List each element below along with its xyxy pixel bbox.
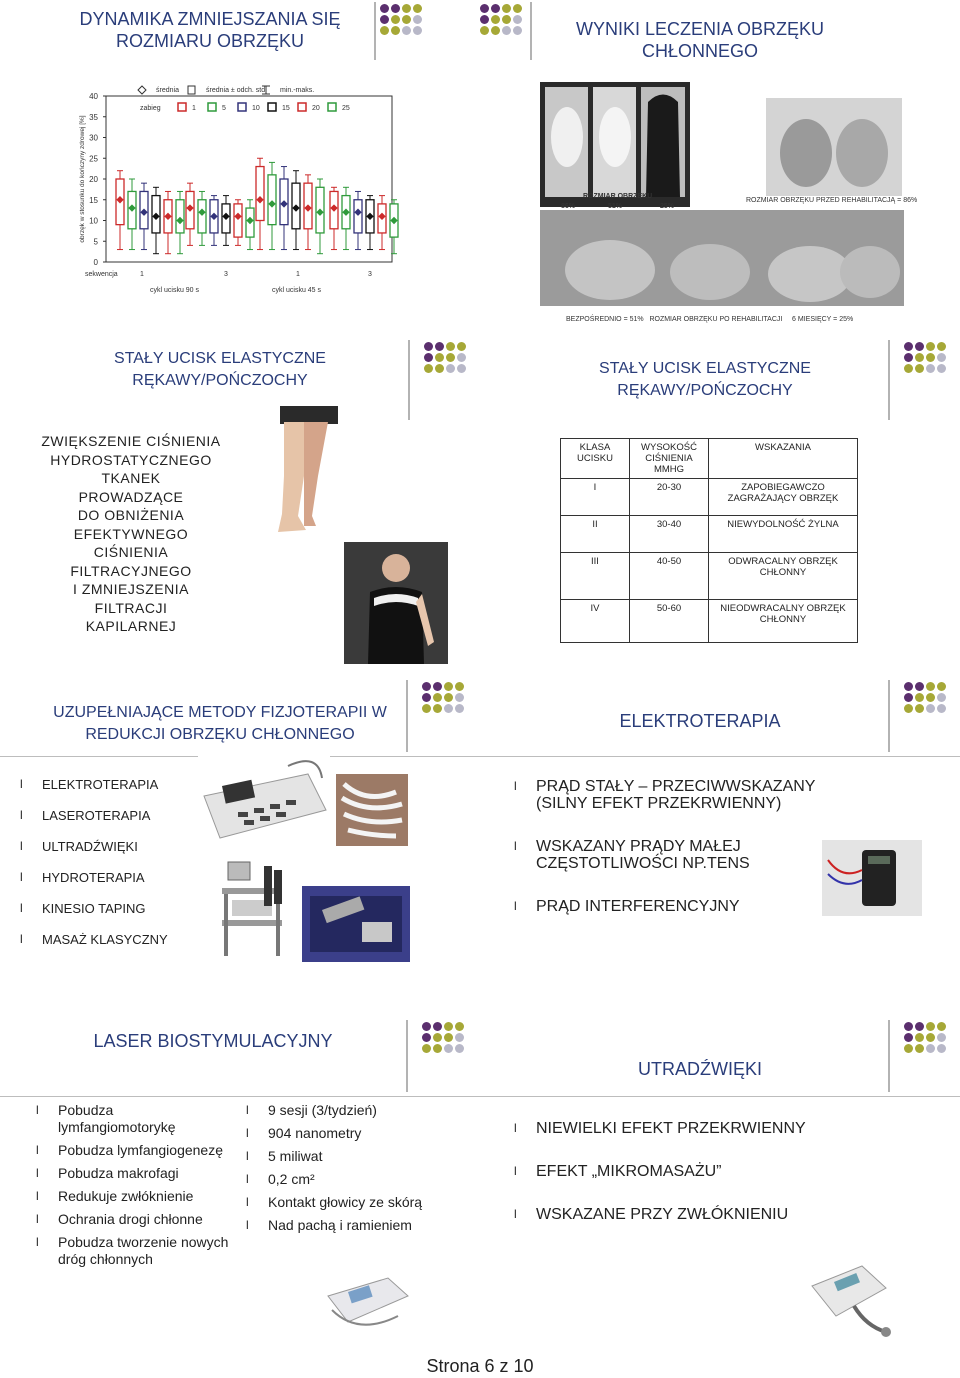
- decorative-dots: [904, 682, 948, 713]
- dot: [926, 704, 935, 713]
- list-item: l 9 sesji (3/tydzień): [246, 1102, 446, 1119]
- dot: [444, 682, 453, 691]
- dot: [915, 1022, 924, 1031]
- description-line: DO OBNIŻENIA: [77, 507, 185, 523]
- x-tick-label: 1: [140, 271, 144, 278]
- list-item: l KINESIO TAPING: [20, 900, 210, 917]
- y-tick-label: 0: [93, 258, 98, 267]
- list-item: l Kontakt głowicy ze skórą: [246, 1194, 446, 1211]
- legend-swatch: [298, 103, 306, 111]
- legend-label: min.-maks.: [280, 87, 315, 94]
- y-tick-label: 35: [89, 112, 98, 122]
- cell-wskazania: NIEWYDOLNOŚĆ ŻYLNA: [709, 516, 858, 553]
- list-item: l Pobudza tworzenie nowych dróg chłonnych: [36, 1234, 232, 1268]
- dot: [402, 15, 411, 24]
- dot: [455, 1033, 464, 1042]
- list-item: l Nad pachą i ramieniem: [246, 1217, 446, 1234]
- slide-dynamika: [0, 0, 480, 330]
- dot: [422, 1022, 431, 1031]
- list-item: l HYDROTERAPIA: [20, 869, 210, 886]
- table-header-row: [561, 439, 858, 479]
- table-row: [561, 553, 858, 600]
- cell-wskazania: NIEODWRACALNY OBRZĘK CHŁONNY: [709, 600, 858, 643]
- photo-electrotherapy-device: [198, 756, 330, 852]
- dot: [413, 15, 422, 24]
- slide-ultradzwieki: [480, 1018, 960, 1348]
- dot: [380, 15, 389, 24]
- dot: [433, 704, 442, 713]
- legend-swatch: [238, 103, 246, 111]
- dot: [904, 353, 913, 362]
- description-line: TKANEK: [101, 470, 161, 486]
- decorative-dots: [422, 1022, 466, 1053]
- cell-cisnienie: 20-30: [630, 479, 709, 516]
- list-item: l 0,2 cm²: [246, 1171, 446, 1188]
- photo-swollen-hands: [766, 98, 902, 196]
- decorative-dots: [904, 342, 948, 373]
- pct-before: 86%: [561, 203, 576, 210]
- legend-label: średnia ± odch. std.: [206, 87, 268, 94]
- dot: [926, 693, 935, 702]
- divider: [406, 1020, 408, 1092]
- laser-params-list: [246, 1102, 446, 1240]
- list-item: l Redukuje zwłóknienie: [36, 1188, 232, 1205]
- photo-laser-case: [302, 886, 410, 962]
- list-item: l WSKAZANY PRĄDY MAŁEJ CZĘSTOTLIWOŚCI NP.TENS: [514, 838, 854, 872]
- header-wskazania: WSKAZANIA: [709, 439, 858, 479]
- dot: [433, 1022, 442, 1031]
- dot: [422, 1044, 431, 1053]
- dot: [422, 704, 431, 713]
- dot: [915, 342, 924, 351]
- list-item: l 904 nanometry: [246, 1125, 446, 1142]
- slide-uzupelniajace: [0, 678, 480, 1008]
- y-tick-label: 5: [93, 237, 98, 247]
- dot: [904, 682, 913, 691]
- list-item: l PRĄD STAŁY – PRZECIWWSKAZANY (SILNY EFEKT PRZEKRWIENNY): [514, 778, 854, 812]
- box: [234, 204, 242, 237]
- dot: [435, 342, 444, 351]
- dot: [926, 353, 935, 362]
- legend-swatch: [178, 103, 186, 111]
- dot: [926, 342, 935, 351]
- legend-value: 10: [252, 105, 260, 112]
- slide-title: WYNIKI LECZENIA OBRZĘKU CHŁONNEGO: [575, 19, 825, 61]
- cell-cisnienie: 50-60: [630, 600, 709, 643]
- header-klasa: KLASA UCISKU: [561, 439, 630, 479]
- list-item: l ULTRADŹWIĘKI: [20, 838, 210, 855]
- dot: [444, 693, 453, 702]
- dot: [391, 15, 400, 24]
- table-row: [561, 516, 858, 553]
- cell-klasa: II: [561, 516, 630, 553]
- dot: [926, 1022, 935, 1031]
- box: [354, 200, 362, 233]
- list-item: l EFEKT „MIKROMASAŻU”: [514, 1163, 894, 1180]
- divider: [888, 1020, 890, 1092]
- dot: [904, 1044, 913, 1053]
- decorative-dots: [480, 4, 524, 35]
- slide-staly-ucisk-1: [0, 338, 480, 668]
- list-item: l Pobudza makrofagi: [36, 1165, 232, 1182]
- dot: [915, 704, 924, 713]
- divider: [406, 680, 408, 752]
- box: [198, 200, 206, 233]
- legend-value: 15: [282, 105, 290, 112]
- dot: [444, 704, 453, 713]
- list-item: l 5 miliwat: [246, 1148, 446, 1165]
- description-line: I ZMNIEJSZENIA: [73, 581, 189, 597]
- slide-title: LASER BIOSTYMULACYJNY: [93, 1031, 333, 1051]
- divider: [374, 2, 376, 60]
- dot: [455, 682, 464, 691]
- box: [256, 167, 264, 221]
- dot: [433, 1044, 442, 1053]
- decorative-dots: [424, 342, 468, 373]
- header-wysokosc: WYSOKOŚĆ CIŚNIENIA MMHG: [630, 439, 709, 479]
- dot: [480, 15, 489, 24]
- slide-title: UZUPEŁNIAJĄCE METODY FIZJOTERAPII W REDUKCJI OBRZĘKU CHŁONNEGO: [53, 704, 387, 743]
- dot: [457, 353, 466, 362]
- caption-after: BEZPOŚREDNIO = 51% ROZMIAR OBRZĘKU PO REHABILITACJI 6 MIESIĘCY = 25%: [566, 316, 854, 323]
- decorative-dots: [904, 1022, 948, 1053]
- dot: [937, 353, 946, 362]
- dot: [413, 4, 422, 13]
- methods-list: [20, 776, 210, 962]
- slide-wyniki: [480, 0, 960, 330]
- y-tick-label: 30: [89, 133, 98, 143]
- dot: [904, 364, 913, 373]
- list-item: l ELEKTROTERAPIA: [20, 776, 210, 793]
- photo-laser-cart: [214, 860, 294, 962]
- description-line: FILTRACJI: [94, 599, 168, 616]
- dot: [422, 693, 431, 702]
- list-item: l WSKAZANE PRZY ZWŁÓKNIENIU: [514, 1206, 894, 1223]
- dot: [446, 342, 455, 351]
- dot: [435, 364, 444, 373]
- dot: [937, 342, 946, 351]
- slide-elektroterapia: [480, 678, 960, 1008]
- dot: [380, 4, 389, 13]
- boxplot-chart: [0, 72, 470, 332]
- box: [268, 175, 276, 225]
- legend-value: 20: [312, 105, 320, 112]
- description-line: KAPILARNEJ: [85, 618, 177, 634]
- slide-title: UTRADŹWIĘKI: [638, 1059, 762, 1079]
- laser-effects-list: [36, 1102, 232, 1274]
- dot: [457, 342, 466, 351]
- dot: [937, 693, 946, 702]
- rozmiar-label: ROZMIAR OBRZĘKU: [583, 193, 653, 200]
- dot: [455, 704, 464, 713]
- dot: [480, 4, 489, 13]
- photo-kinesio-taping: [336, 774, 408, 846]
- x-label-sekwencja: sekwencja: [85, 271, 118, 278]
- dot: [926, 1033, 935, 1042]
- dot: [444, 1033, 453, 1042]
- dot: [904, 693, 913, 702]
- y-tick-label: 20: [89, 175, 98, 184]
- dot: [937, 704, 946, 713]
- dot: [480, 26, 489, 35]
- cell-cisnienie: 40-50: [630, 553, 709, 600]
- dot: [502, 15, 511, 24]
- dot: [915, 682, 924, 691]
- electro-list: [514, 778, 854, 941]
- dot: [444, 1044, 453, 1053]
- dot: [904, 1022, 913, 1031]
- legend-swatch: [328, 103, 336, 111]
- dot: [491, 26, 500, 35]
- dot: [424, 342, 433, 351]
- legend-mean-marker: [138, 86, 146, 94]
- dot: [513, 4, 522, 13]
- divider: [888, 680, 890, 752]
- dot: [926, 1044, 935, 1053]
- cell-klasa: I: [561, 479, 630, 516]
- dot: [904, 704, 913, 713]
- legend-std-marker: [188, 86, 195, 94]
- dot: [502, 26, 511, 35]
- dot: [915, 364, 924, 373]
- legend-value: 25: [342, 105, 350, 112]
- dot: [433, 1033, 442, 1042]
- y-tick-label: 25: [89, 154, 98, 164]
- list-item: l PRĄD INTERFERENCYJNY: [514, 898, 854, 915]
- x-tick-label: 3: [368, 271, 372, 278]
- dot: [937, 682, 946, 691]
- description-line: EFEKTYWNEGO: [73, 525, 189, 542]
- x-tick-label: 1: [296, 271, 300, 278]
- dot: [435, 353, 444, 362]
- group-label: cykl ucisku 45 s: [272, 287, 322, 294]
- list-item: l MASAŻ KLASYCZNY: [20, 931, 210, 948]
- ultrasound-list: [514, 1120, 894, 1249]
- list-item: l Pobudza lymfangiomotorykę: [36, 1102, 232, 1136]
- dot: [904, 1033, 913, 1042]
- dot: [380, 26, 389, 35]
- y-tick-label: 15: [89, 195, 98, 205]
- slide-title: DYNAMIKA ZMNIEJSZANIA SIĘ ROZMIARU OBRZĘKU: [79, 9, 341, 51]
- y-axis-label: obrzęk w stosunku do kończyny zdrowej [%]: [79, 115, 86, 243]
- title-rule: [480, 756, 960, 757]
- dot: [937, 1044, 946, 1053]
- table-row: [561, 600, 858, 643]
- table-row: [561, 479, 858, 516]
- slide-laser: [0, 1018, 480, 1348]
- dot: [424, 353, 433, 362]
- decorative-dots: [422, 682, 466, 713]
- divider: [530, 2, 532, 60]
- x-tick-label: 3: [224, 271, 228, 278]
- y-tick-label: 40: [89, 92, 98, 101]
- dot: [433, 693, 442, 702]
- compression-class-table: [560, 438, 858, 643]
- dot: [446, 353, 455, 362]
- dot: [391, 26, 400, 35]
- page-footer: Strona 6 z 10: [426, 1356, 534, 1376]
- dot: [513, 15, 522, 24]
- dot: [937, 364, 946, 373]
- dot: [904, 342, 913, 351]
- dot: [457, 364, 466, 373]
- dot: [915, 1033, 924, 1042]
- slide-title: STAŁY UCISK ELASTYCZNE RĘKAWY/POŃCZOCHY: [114, 350, 326, 389]
- photo-patient-backs: [540, 82, 690, 207]
- legend-value: 1: [192, 105, 196, 112]
- legend-label: średnia: [156, 87, 179, 94]
- dot: [915, 693, 924, 702]
- dot: [424, 364, 433, 373]
- photo-tens-device: [822, 840, 922, 916]
- dot: [513, 26, 522, 35]
- legend-value: 5: [222, 105, 226, 112]
- caption-before: ROZMIAR OBRZĘKU PRZED REHABILITACJĄ = 86%: [746, 197, 918, 204]
- dot: [444, 1022, 453, 1031]
- cell-cisnienie: 30-40: [630, 516, 709, 553]
- description-line: HYDROSTATYCZNEGO: [50, 451, 212, 468]
- photo-ultrasound-device: [806, 1246, 892, 1340]
- slide-staly-ucisk-2: [480, 338, 960, 668]
- dot: [446, 364, 455, 373]
- dot: [422, 1033, 431, 1042]
- dot: [402, 4, 411, 13]
- decorative-dots: [380, 4, 424, 35]
- legend-zabieg-label: zabieg: [140, 105, 161, 112]
- pct-after: 51%: [608, 203, 623, 210]
- slide-title: ELEKTROTERAPIA: [619, 711, 781, 731]
- divider: [408, 340, 410, 420]
- description-line: ZWIĘKSZENIE CIŚNIENIA: [41, 433, 221, 449]
- group-label: cykl ucisku 90 s: [150, 287, 200, 294]
- dot: [926, 682, 935, 691]
- dot: [937, 1033, 946, 1042]
- description-line: PROWADZĄCE: [78, 488, 184, 505]
- dot: [455, 1022, 464, 1031]
- description-line: CIŚNIENIA: [93, 544, 169, 560]
- dot: [926, 364, 935, 373]
- dot: [433, 682, 442, 691]
- pct-6m: 25%: [660, 203, 675, 210]
- cell-klasa: III: [561, 553, 630, 600]
- dot: [455, 693, 464, 702]
- slide-title: STAŁY UCISK ELASTYCZNE RĘKAWY/POŃCZOCHY: [599, 360, 811, 399]
- photo-hands-after: [540, 210, 904, 306]
- dot: [391, 4, 400, 13]
- dot: [491, 15, 500, 24]
- list-item: l NIEWIELKI EFEKT PRZEKRWIENNY: [514, 1120, 894, 1137]
- description-line: FILTRACYJNEGO: [70, 562, 192, 579]
- photo-compression-stocking: [238, 406, 338, 538]
- cell-wskazania: ODWRACALNY OBRZĘK CHŁONNY: [709, 553, 858, 600]
- cell-klasa: IV: [561, 600, 630, 643]
- cell-wskazania: ZAPOBIEGAWCZO ZAGRAŻAJĄCY OBRZĘK: [709, 479, 858, 516]
- dot: [402, 26, 411, 35]
- dot: [422, 682, 431, 691]
- dot: [915, 353, 924, 362]
- dot: [915, 1044, 924, 1053]
- y-tick-label: 10: [89, 216, 98, 226]
- divider: [888, 340, 890, 420]
- legend-swatch: [208, 103, 216, 111]
- box: [176, 200, 184, 233]
- legend-swatch: [268, 103, 276, 111]
- title-rule: [0, 1096, 480, 1097]
- photo-laser-device: [318, 1266, 414, 1334]
- dot: [455, 1044, 464, 1053]
- list-item: l LASEROTERAPIA: [20, 807, 210, 824]
- dot: [937, 1022, 946, 1031]
- list-item: l Pobudza lymfangiogenezę: [36, 1142, 232, 1159]
- dot: [491, 4, 500, 13]
- list-item: l Ochrania drogi chłonne: [36, 1211, 232, 1228]
- title-rule: [480, 1096, 960, 1097]
- photo-compression-sleeve: [344, 542, 448, 664]
- description-text: [20, 432, 242, 636]
- dot: [502, 4, 511, 13]
- dot: [413, 26, 422, 35]
